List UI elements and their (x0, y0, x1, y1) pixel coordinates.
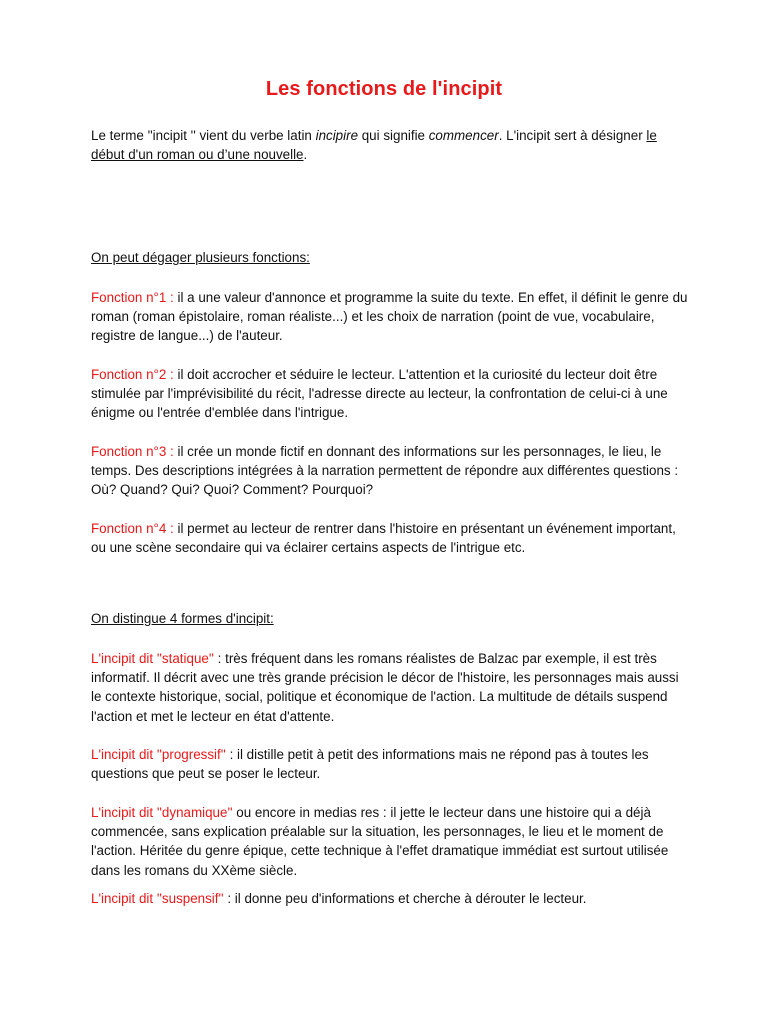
function-2-text: il doit accrocher et séduire le lecteur. L'attention et la curiosité du lecteur doit être stimulée par l'imprévisibilité du récit, l'adresse directe au lecteur, la confrontation de celui-ci à une énigme ou l'entrée d'emblée dans l'intrigue. (91, 367, 668, 421)
incipit-form-statique-label: L'incipit dit ''statique'' (91, 651, 214, 666)
section1-heading: On peut dégager plusieurs fonctions: (91, 250, 310, 265)
function-1 (91, 288, 691, 346)
intro-text-1: Le terme ''incipit '' vient du verbe latin (91, 128, 316, 143)
intro-term-commencer: commencer (428, 128, 499, 143)
function-4-label: Fonction n°4 : (91, 521, 174, 536)
incipit-form-suspensif-text: : il donne peu d'informations et cherche à dérouter le lecteur. (223, 891, 587, 906)
intro-text-3: . L'incipit sert à désigner (498, 128, 647, 143)
intro-term-incipire: incipire (315, 128, 359, 143)
incipit-form-dynamique-text: ou encore in medias res : il jette le lecteur dans une histoire qui a déjà commencée, sans explication préalable sur la situation, les personnages, le lieu et le moment de l'action. Héritée du genre épique, cette technique à l'effet dramatique immédiat est surtout utilisée dans les romans du XXème siècle. (91, 805, 669, 878)
incipit-form-dynamique-label: L'incipit dit ''dynamique'' (91, 805, 233, 820)
incipit-form-progressif (91, 745, 691, 783)
incipit-form-dynamique (91, 803, 691, 880)
incipit-form-statique-text: : très fréquent dans les romans réalistes de Balzac par exemple, il est très informatif. Il décrit avec une très grande précision le décor de l'histoire, les personnages mais aussi le contexte historique, social, politique et économique de l'action. La multitude de détails suspend l'action et met le lecteur en état d'attente. (91, 651, 679, 724)
function-2-label: Fonction n°2 : (91, 367, 174, 382)
intro-underlined-definition: le début d'un roman ou d’une nouvelle (91, 128, 657, 163)
incipit-form-progressif-label: L'incipit dit ''progressif'' (91, 747, 226, 762)
function-1-text: il a une valeur d'annonce et programme la suite du texte. En effet, il définit le genre du roman (roman épistolaire, roman réaliste...) et les choix de narration (point de vue, vocabulaire, registre de langue...) de l'auteur. (91, 290, 688, 344)
function-3-label: Fonction n°3 : (91, 444, 174, 459)
intro-text-2: qui signifie (358, 128, 429, 143)
page-title: Les fonctions de l'incipit (265, 78, 503, 100)
function-4-text: il permet au lecteur de rentrer dans l'histoire en présentant un événement important, ou une scène secondaire qui va éclairer certains aspects de l'intrigue etc. (91, 521, 676, 556)
function-4 (91, 519, 691, 557)
intro-paragraph (91, 126, 691, 164)
function-1-label: Fonction n°1 : (91, 290, 174, 305)
function-3 (91, 442, 691, 500)
function-2 (91, 365, 691, 423)
incipit-form-statique (91, 649, 691, 726)
incipit-form-progressif-text: : il distille petit à petit des informations mais ne répond pas à toutes les questions que peut se poser le lecteur. (91, 747, 649, 782)
incipit-form-suspensif (91, 889, 691, 908)
intro-text-4: . (303, 147, 308, 163)
section2-heading: On distingue 4 formes d'incipit: (91, 611, 274, 626)
function-3-text: il crée un monde fictif en donnant des informations sur les personnages, le lieu, le temps. Des descriptions intégrées à la narration permettent de répondre aux différentes questions : Où? Quand? Qui? Quoi? Comment? Pourquoi? (91, 444, 679, 498)
incipit-form-suspensif-label: L'incipit dit ''suspensif'' (91, 891, 224, 906)
